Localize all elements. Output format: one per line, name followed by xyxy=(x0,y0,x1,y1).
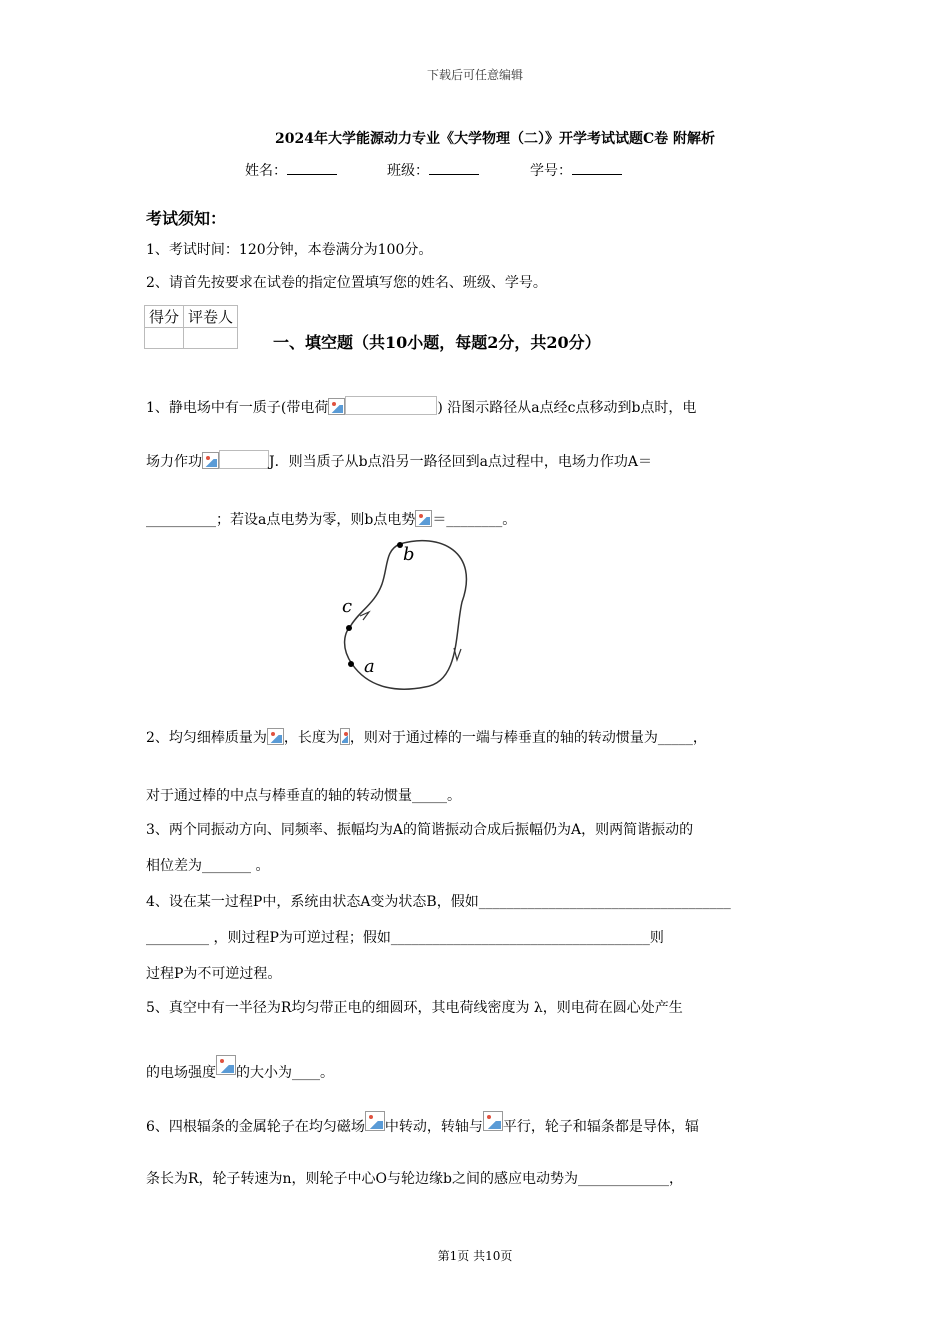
q3-line-2: 相位差为_______ 。 xyxy=(146,858,270,874)
q4-line-3: 过程P为不可逆过程。 xyxy=(146,966,282,982)
id-blank xyxy=(572,160,622,175)
id-label: 学号： xyxy=(530,163,572,179)
score-table xyxy=(144,305,238,349)
point-c xyxy=(346,625,352,631)
page-footer: 第1页 共10页 xyxy=(437,1249,513,1263)
q2-text-a: 2、均匀细棒质量为 xyxy=(146,730,267,746)
name-field xyxy=(245,160,337,180)
potential-image-icon xyxy=(415,510,432,527)
score-cell xyxy=(145,328,184,349)
q5-text-c: 的大小为____。 xyxy=(236,1065,334,1081)
q5-line-1: 5、真空中有一半径为R均匀带正电的细圆环，其电荷线密度为 λ，则电荷在圆心处产生 xyxy=(146,1000,683,1016)
path-figure xyxy=(330,532,480,702)
q1-line-1 xyxy=(146,396,696,418)
id-field xyxy=(530,160,622,180)
name-label: 姓名： xyxy=(245,163,287,179)
q2-text-b: ，长度为 xyxy=(283,730,340,746)
class-label: 班级： xyxy=(387,163,429,179)
q1-text-e: __________；若设a点电势为零，则b点电势 xyxy=(146,512,416,528)
part-title: 一、填空题（共10小题，每题2分，共20分） xyxy=(273,333,601,352)
q2-line-1 xyxy=(146,728,707,748)
class-field xyxy=(387,160,479,180)
axis-field-image-icon xyxy=(483,1111,503,1131)
q2-line-2: 对于通过棒的中点与棒垂直的轴的转动惯量_____。 xyxy=(146,788,461,804)
notice-item-2: 2、请首先按要求在试卷的指定位置填写您的姓名、班级、学号。 xyxy=(146,275,547,291)
grader-header: 评卷人 xyxy=(184,306,238,328)
q1-line-2 xyxy=(146,450,652,472)
point-a xyxy=(348,661,354,667)
q6-text-b: 中转动，转轴与 xyxy=(384,1119,483,1135)
q1-line-3 xyxy=(146,510,516,530)
q4-line-2: _________ ，则过程P为可逆过程；假如_____________________________________则 xyxy=(146,930,664,946)
q5-line-2 xyxy=(146,1055,334,1083)
notice-item-1: 1、考试时间：120分钟，本卷满分为100分。 xyxy=(146,242,433,258)
q6-text-a: 6、四根辐条的金属轮子在均匀磁场 xyxy=(146,1119,365,1135)
q5-text-b: 的电场强度 xyxy=(146,1065,216,1081)
q3-line-1: 3、两个同振动方向、同频率、振幅均为A的简谐振动合成后振幅仍为A，则两简谐振动的 xyxy=(146,822,694,838)
q6-line-2: 条长为R，轮子转速为n，则轮子中心O与轮边缘b之间的感应电动势为_____________， xyxy=(146,1171,683,1187)
q1-text-f: ＝________。 xyxy=(432,512,517,528)
work-image-icon xyxy=(202,452,219,469)
q1-text-a: 1、静电场中有一质子(带电荷 xyxy=(146,400,329,416)
mass-image-icon xyxy=(267,728,284,745)
label-b: b xyxy=(403,544,415,565)
name-blank xyxy=(287,160,337,175)
field-image-icon xyxy=(216,1055,236,1075)
q4-line-1: 4、设在某一过程P中，系统由状态A变为状态B，假如____________________________________ xyxy=(146,894,731,910)
q1-text-c: 场力作功 xyxy=(146,454,202,470)
score-header: 得分 xyxy=(145,306,184,328)
path-arrow-right xyxy=(454,648,461,660)
q1-text-b: ) 沿图示路径从a点经c点移动到b点时，电 xyxy=(437,400,697,416)
page-header: 下载后可任意编辑 xyxy=(426,68,523,82)
length-image-icon xyxy=(340,728,350,745)
notice-heading: 考试须知： xyxy=(146,209,227,228)
work-box xyxy=(219,450,269,469)
exam-title: 2024年大学能源动力专业《大学物理（二）》开学考试试题C卷 附解析 xyxy=(275,131,715,147)
q2-text-c: ，则对于通过棒的一端与棒垂直的轴的转动惯量为_____， xyxy=(349,730,707,746)
label-a: a xyxy=(364,656,375,677)
class-blank xyxy=(429,160,479,175)
label-c: c xyxy=(342,596,353,617)
q6-line-1 xyxy=(146,1111,699,1137)
q1-text-d: J．则当质子从b点沿另一路径回到a点过程中，电场力作功A＝ xyxy=(269,454,653,470)
charge-box xyxy=(345,396,437,415)
q6-text-c: 平行，轮子和辐条都是导体，辐 xyxy=(502,1119,699,1135)
charge-image-icon xyxy=(328,398,345,415)
grader-cell xyxy=(184,328,238,349)
magnetic-field-image-icon xyxy=(365,1111,385,1131)
